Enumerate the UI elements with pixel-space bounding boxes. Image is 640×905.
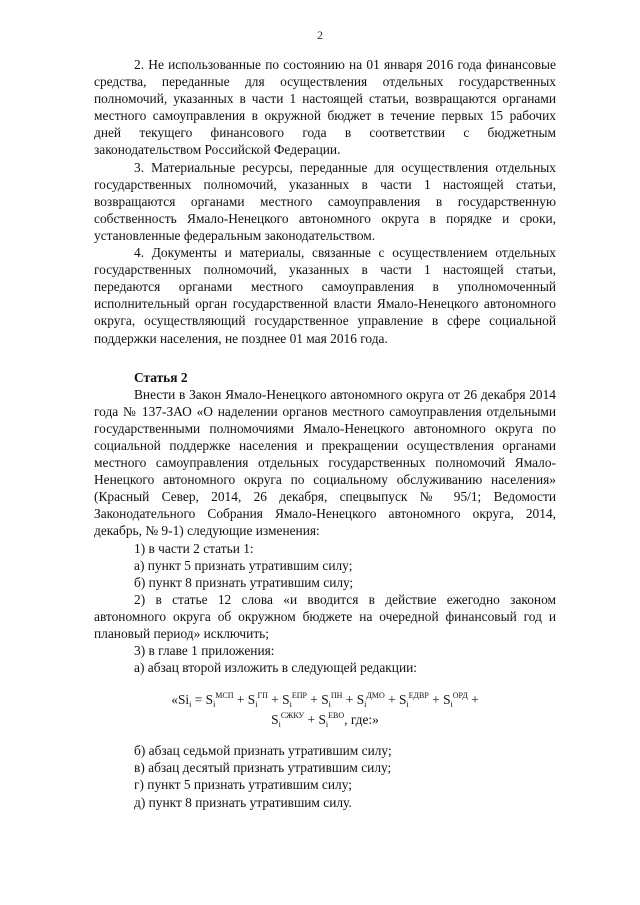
- paragraph-3: 3. Материальные ресурсы, переданные для осуществления отдельных государственных полномочий, указанных в части 1 настоящей статьи, возвращаются органами местного самоуправления в государственную собственность Ямало-Ненецкого автономного округа в порядке и сроки, установленные федеральным законодательством.: [94, 159, 556, 243]
- formula-open: «Si: [171, 692, 190, 708]
- formula-s: S: [282, 692, 290, 708]
- formula-sub: i: [364, 700, 367, 710]
- formula-plus: +: [306, 692, 322, 708]
- formula-s: S: [271, 712, 279, 728]
- formula-sub: i: [255, 700, 258, 710]
- formula-plus: +: [304, 712, 319, 728]
- formula-sup: ДМО: [366, 691, 385, 701]
- formula-sub: i: [406, 700, 409, 710]
- formula-sub: i: [289, 700, 292, 710]
- list-item: 1) в части 2 статьи 1:: [134, 540, 254, 556]
- list-item: 2) в статье 12 слова «и вводится в действие ежегодно законом автономного округа об окружном бюджете на очередной финансовый год и плановый период» исключить;: [94, 591, 556, 641]
- formula-plus: +: [467, 692, 479, 708]
- formula-sub: i: [213, 700, 216, 710]
- formula-sup: МСП: [215, 691, 234, 701]
- formula-plus: +: [384, 692, 399, 708]
- list-item: г) пункт 5 признать утратившим силу;: [134, 777, 352, 793]
- formula-eq: = S: [191, 692, 214, 708]
- formula-s: S: [443, 692, 451, 708]
- formula-sup: СЖКУ: [280, 711, 305, 721]
- list-item: 3) в главе 1 приложения:: [134, 643, 275, 659]
- formula-s: S: [398, 692, 407, 708]
- formula-row-2: [94, 710, 556, 730]
- list-item: а) абзац второй изложить в следующей редакции:: [134, 660, 418, 676]
- formula-tail: , где:»: [344, 712, 379, 728]
- paragraph-4: 4. Документы и материалы, связанные с осуществлением отдельных государственных полномочий, указанных в части 1 настоящей статьи, передаются органами местного самоуправления в уполномоченный исполнительный орган государственной власти Ямало-Ненецкого автономного округа, осуществляющий государственное управление в сфере социальной поддержки населения, не позднее 01 мая 2016 года.: [94, 245, 556, 346]
- formula-sup: ГП: [257, 691, 268, 701]
- article-2-intro: Внести в Закон Ямало-Ненецкого автономного округа от 26 декабря 2014 года № 137-ЗАО «О наделении органов местного самоуправления отдельными государственными полномочиями Ямало-Ненецкого автономного округа по социальной поддержке населения и прекращении осуществления органами местного самоуправления отдельных государственных полномочий Ямало-Ненецкого автономного округа по социальному обслуживанию населения» (Красный Север, 2014, 26 декабря, спецвыпуск № 95/1; Ведомости Законодательного Собрания Ямало-Ненецкого автономного округа, 2014, декабрь, № 9-1) следующие изменения:: [94, 386, 556, 539]
- list-item: а) пункт 5 признать утратившим силу;: [134, 557, 353, 573]
- paragraph-2: 2. Не использованные по состоянию на 01 января 2016 года финансовые средства, переданные для осуществления отдельных государственных полномочий, указанных в части 1 настоящей статьи, возвращаются органами местного самоуправления в окружной бюджет в течение первых 15 рабочих дней текущего финансового года в соответствии с бюджетным законодательством Российской Федерации.: [94, 57, 556, 158]
- formula-sub: i: [278, 720, 281, 730]
- list-item: б) пункт 8 признать утратившим силу;: [134, 574, 354, 590]
- formula-s: S: [318, 712, 326, 728]
- formula-plus: +: [233, 692, 248, 708]
- formula-sub: i: [325, 720, 329, 730]
- formula-sup: ЕПР: [291, 691, 307, 701]
- formula-sup: ЕВО: [328, 711, 345, 721]
- formula-plus: +: [267, 692, 283, 708]
- list-item: б) абзац седьмой признать утратившим силу;: [134, 743, 392, 759]
- article-2-heading: Статья 2: [134, 369, 188, 385]
- formula-sub: i: [450, 700, 453, 710]
- formula-sup: ОРД: [452, 691, 468, 701]
- formula-sup: ПН: [330, 691, 343, 701]
- formula-plus: +: [342, 692, 357, 708]
- formula-sup: ЕДВР: [408, 691, 429, 701]
- formula-sub: i: [189, 700, 192, 710]
- formula-s: S: [247, 692, 256, 708]
- formula-s: S: [321, 692, 329, 708]
- formula: [94, 690, 556, 730]
- formula-sub: i: [328, 700, 331, 710]
- formula-s: S: [356, 692, 365, 708]
- list-item: в) абзац десятый признать утратившим силу;: [134, 760, 392, 776]
- list-item: д) пункт 8 признать утратившим силу.: [134, 794, 352, 810]
- formula-plus: +: [428, 692, 444, 708]
- page-number: 2: [317, 28, 323, 42]
- document-body: [94, 56, 556, 811]
